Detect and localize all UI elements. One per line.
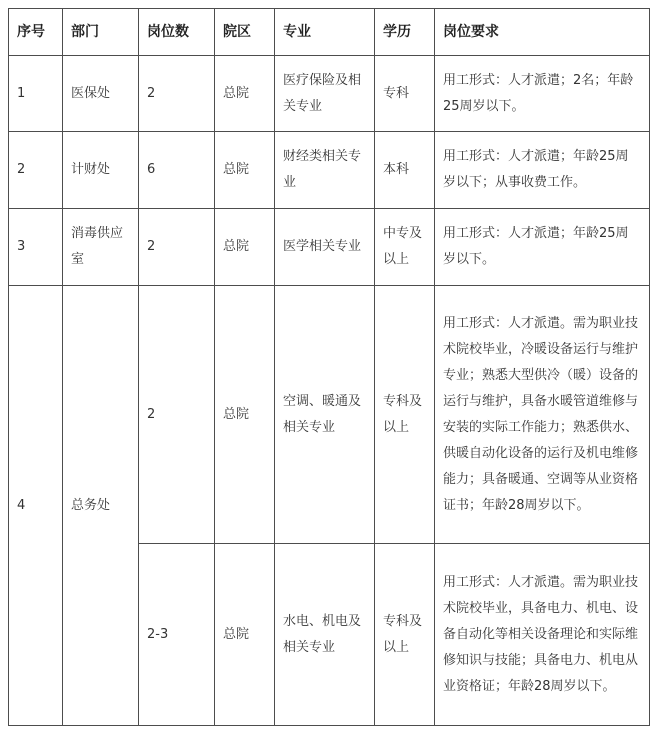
cell-campus: 总院	[215, 132, 275, 209]
header-major: 专业	[275, 9, 375, 56]
cell-count: 2	[139, 286, 215, 544]
cell-no: 2	[9, 132, 63, 209]
cell-campus: 总院	[215, 544, 275, 726]
cell-count: 2	[139, 56, 215, 132]
table-row	[9, 56, 650, 132]
cell-req: 用工形式：人才派遣。需为职业技术院校毕业，具备电力、机电、设备自动化等相关设备理论和实际维修知识与技能；具备电力、机电从业资格证；年龄28周岁以下。	[435, 544, 650, 726]
cell-count: 2-3	[139, 544, 215, 726]
cell-count: 6	[139, 132, 215, 209]
cell-no: 1	[9, 56, 63, 132]
cell-no: 3	[9, 209, 63, 286]
cell-major: 财经类相关专业	[275, 132, 375, 209]
header-edu: 学历	[375, 9, 435, 56]
job-table	[8, 8, 650, 726]
cell-edu: 专科及以上	[375, 286, 435, 544]
cell-req: 用工形式：人才派遣；2名；年龄25周岁以下。	[435, 56, 650, 132]
cell-req: 用工形式：人才派遣；年龄25周岁以下。	[435, 209, 650, 286]
cell-dept: 总务处	[63, 286, 139, 726]
cell-campus: 总院	[215, 209, 275, 286]
cell-major: 水电、机电及相关专业	[275, 544, 375, 726]
table-row	[9, 286, 650, 544]
header-count: 岗位数	[139, 9, 215, 56]
cell-edu: 中专及以上	[375, 209, 435, 286]
header-no: 序号	[9, 9, 63, 56]
cell-major: 医疗保险及相关专业	[275, 56, 375, 132]
header-campus: 院区	[215, 9, 275, 56]
table-row	[9, 132, 650, 209]
table-row	[9, 209, 650, 286]
cell-major: 空调、暖通及相关专业	[275, 286, 375, 544]
cell-dept: 计财处	[63, 132, 139, 209]
cell-req: 用工形式：人才派遣。需为职业技术院校毕业，冷暖设备运行与维护专业；熟悉大型供冷（暖）设备的运行与维护，具备水暖管道维修与安装的实际工作能力；熟悉供水、供暖自动化设备的运行及机电维修能力；具备暖通、空调等从业资格证书；年龄28周岁以下。	[435, 286, 650, 544]
cell-req: 用工形式：人才派遣；年龄25周岁以下；从事收费工作。	[435, 132, 650, 209]
cell-no: 4	[9, 286, 63, 726]
header-req: 岗位要求	[435, 9, 650, 56]
cell-campus: 总院	[215, 286, 275, 544]
cell-major: 医学相关专业	[275, 209, 375, 286]
cell-edu: 专科及以上	[375, 544, 435, 726]
cell-campus: 总院	[215, 56, 275, 132]
cell-dept: 消毒供应室	[63, 209, 139, 286]
cell-dept: 医保处	[63, 56, 139, 132]
cell-count: 2	[139, 209, 215, 286]
header-row	[9, 9, 650, 56]
cell-edu: 本科	[375, 132, 435, 209]
cell-edu: 专科	[375, 56, 435, 132]
header-dept: 部门	[63, 9, 139, 56]
